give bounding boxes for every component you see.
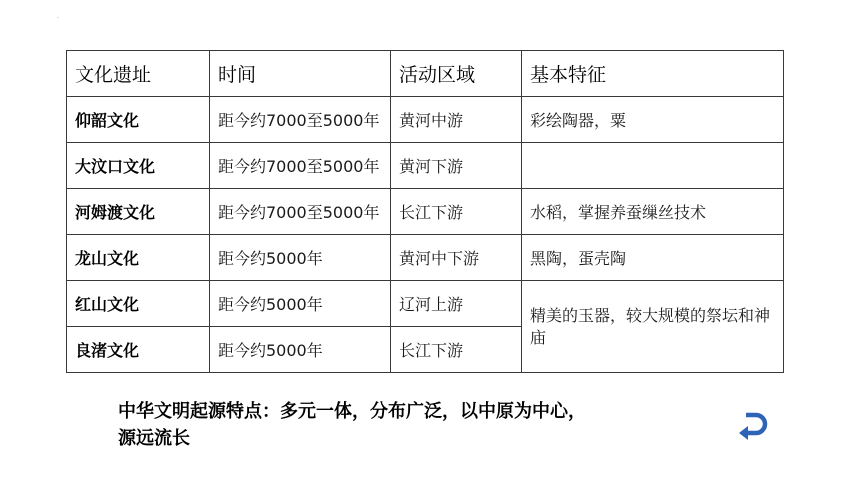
region-cell: 长江下游: [391, 327, 522, 373]
site-name: 仰韶文化: [67, 97, 210, 143]
summary-line-1: 中华文明起源特点：多元一体，分布广泛，以中原为中心，: [118, 401, 586, 422]
table-row: [67, 143, 784, 189]
back-button[interactable]: [736, 410, 768, 442]
region-cell: 长江下游: [391, 189, 522, 235]
time-cell: 距今约5000年: [210, 281, 391, 327]
header-feature: 基本特征: [522, 51, 784, 97]
feature-cell: 黑陶，蛋壳陶: [522, 235, 784, 281]
header-time: 时间: [210, 51, 391, 97]
region-cell: 黄河下游: [391, 143, 522, 189]
table-row: [67, 235, 784, 281]
header-region: 活动区域: [391, 51, 522, 97]
return-arrow-icon: [736, 410, 768, 442]
region-cell: 黄河中游: [391, 97, 522, 143]
time-cell: 距今约7000至5000年: [210, 143, 391, 189]
time-cell: 距今约7000至5000年: [210, 97, 391, 143]
time-cell: 距今约7000至5000年: [210, 189, 391, 235]
header-site: 文化遗址: [67, 51, 210, 97]
region-cell: 黄河中下游: [391, 235, 522, 281]
summary-line-2: 源远流长: [118, 428, 190, 449]
time-cell: 距今约5000年: [210, 235, 391, 281]
site-name: 河姆渡文化: [67, 189, 210, 235]
time-cell: 距今约5000年: [210, 327, 391, 373]
site-name: 红山文化: [67, 281, 210, 327]
table-row: [67, 189, 784, 235]
feature-cell: 水稻，掌握养蚕缫丝技术: [522, 189, 784, 235]
feature-cell-merged: 精美的玉器，较大规模的祭坛和神庙: [522, 281, 784, 373]
corner-mark: .: [57, 13, 59, 20]
table-row: [67, 281, 784, 327]
table-row: [67, 97, 784, 143]
culture-sites-table: [66, 50, 784, 373]
summary-text: [118, 398, 718, 452]
site-name: 良渚文化: [67, 327, 210, 373]
site-name: 大汶口文化: [67, 143, 210, 189]
feature-cell: 彩绘陶器，粟: [522, 97, 784, 143]
feature-cell: [522, 143, 784, 189]
site-name: 龙山文化: [67, 235, 210, 281]
region-cell: 辽河上游: [391, 281, 522, 327]
table-header-row: [67, 51, 784, 97]
